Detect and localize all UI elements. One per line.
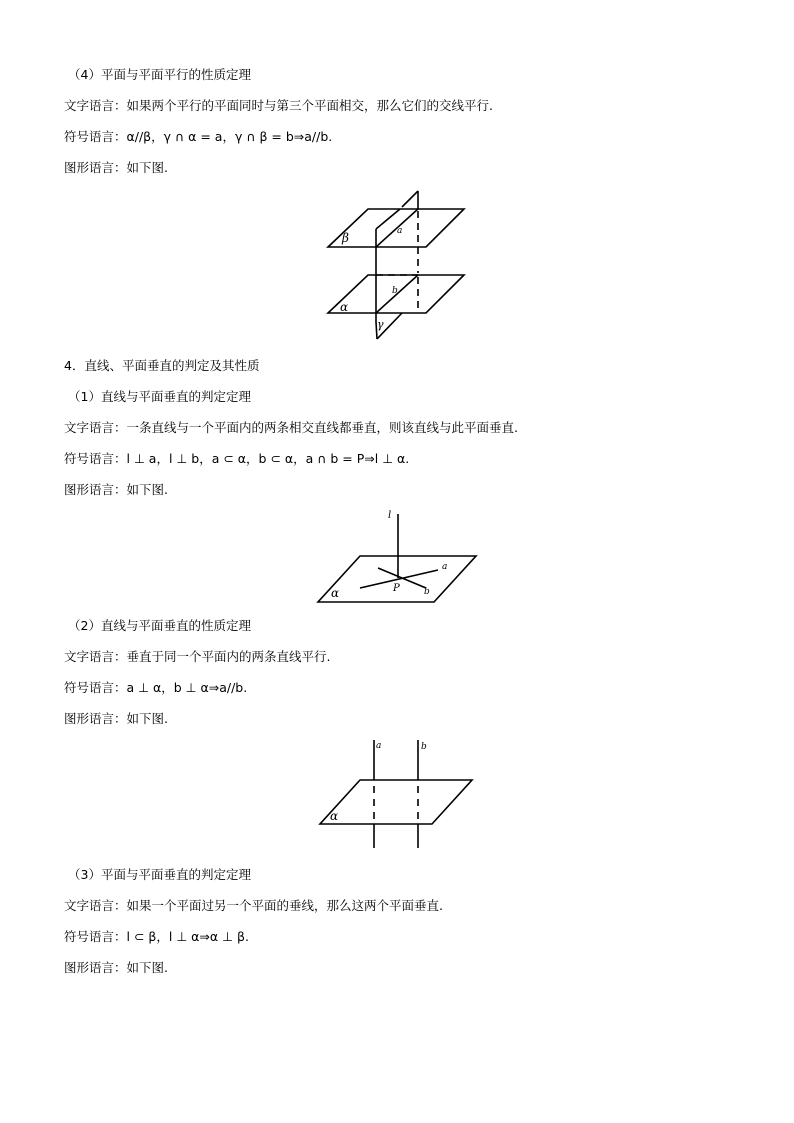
label-a: a bbox=[442, 562, 448, 572]
label-b: b bbox=[421, 742, 427, 752]
figure-two-lines-perp-plane bbox=[316, 736, 476, 852]
label-a: a bbox=[376, 741, 382, 751]
label-alpha: α bbox=[331, 586, 340, 600]
text-language-parallel: 文字语言：如果两个平行的平面同时与第三个平面相交，那么它们的交线平行. bbox=[64, 98, 493, 113]
label-a: a bbox=[397, 226, 403, 236]
label-beta: β bbox=[342, 231, 349, 245]
symbol-language-item2: 符号语言：a ⊥ α，b ⊥ α⇒a//b. bbox=[64, 680, 248, 695]
text-language-item1: 文字语言：一条直线与一个平面内的两条相交直线都垂直，则该直线与此平面垂直. bbox=[64, 420, 518, 435]
text-language-item2: 文字语言：垂直于同一个平面内的两条直线平行. bbox=[64, 649, 331, 664]
symbol-language-item3: 符号语言：l ⊂ β，l ⊥ α⇒α ⊥ β. bbox=[64, 929, 249, 944]
label-b: b bbox=[392, 286, 398, 296]
text-language-item3: 文字语言：如果一个平面过另一个平面的垂线，那么这两个平面垂直. bbox=[64, 898, 443, 913]
section-heading-line-plane-perp-criterion: （1）直线与平面垂直的判定定理 bbox=[68, 389, 251, 404]
label-gamma: γ bbox=[377, 318, 384, 331]
section-heading-line-plane-perp-property: （2）直线与平面垂直的性质定理 bbox=[68, 618, 251, 633]
section-heading-plane-plane-perp-criterion: （3）平面与平面垂直的判定定理 bbox=[68, 867, 251, 882]
figure-caption-parallel: 图形语言：如下图. bbox=[64, 160, 168, 175]
line-b bbox=[378, 568, 426, 588]
figure-parallel-planes bbox=[320, 185, 470, 343]
label-alpha: α bbox=[330, 809, 339, 823]
figure-caption-item1: 图形语言：如下图. bbox=[64, 482, 168, 497]
label-P: P bbox=[393, 583, 400, 594]
symbol-language-item1: 符号语言：l ⊥ a，l ⊥ b，a ⊂ α，b ⊂ α，a ∩ b = P⇒l ⊥ α. bbox=[64, 451, 410, 466]
symbol-language-parallel: 符号语言：α//β，γ ∩ α = a，γ ∩ β = b⇒a//b. bbox=[64, 129, 333, 144]
label-l: l bbox=[388, 510, 392, 521]
label-b: b bbox=[424, 587, 430, 597]
label-alpha: α bbox=[340, 300, 349, 314]
figure-caption-item2: 图形语言：如下图. bbox=[64, 711, 168, 726]
chapter-title: 4．直线、平面垂直的判定及其性质 bbox=[64, 358, 260, 373]
plane-alpha bbox=[320, 780, 472, 824]
figure-caption-item3: 图形语言：如下图. bbox=[64, 960, 168, 975]
figure-line-perp-plane-criterion bbox=[314, 506, 484, 606]
section-heading-plane-parallel-property: （4）平面与平面平行的性质定理 bbox=[68, 67, 251, 82]
